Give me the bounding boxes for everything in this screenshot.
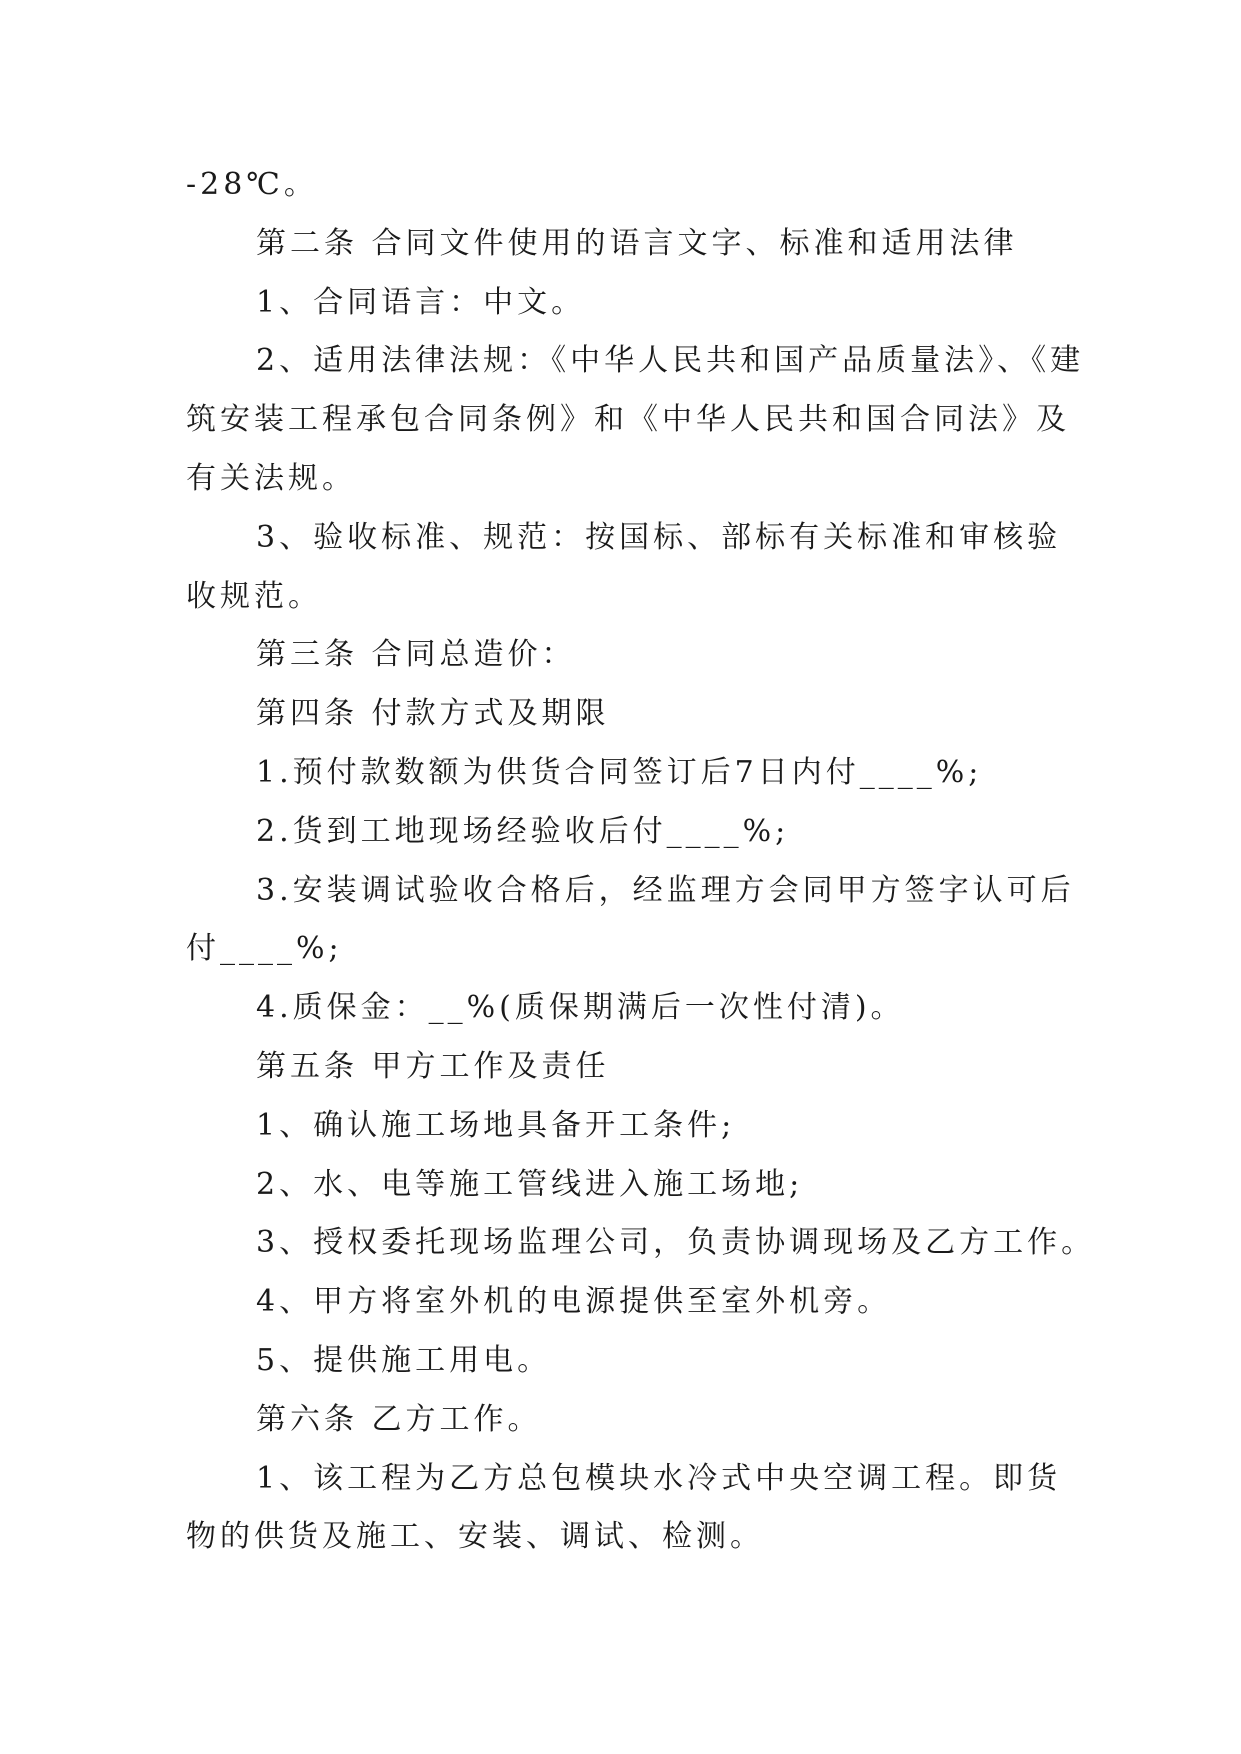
text-line: 筑安装工程承包合同条例》和《中华人民共和国合同法》及 [186, 402, 1070, 438]
text-line: 1.预付款数额为供货合同签订后7日内付____%; [256, 754, 983, 790]
text-line: 付____%; [186, 931, 343, 967]
text-line: 收规范。 [186, 578, 322, 614]
text-line: 2、适用法律法规：《中华人民共和国产品质量法》、《建 [256, 343, 1085, 379]
text-line: 1、该工程为乙方总包模块水冷式中央空调工程。即货 [256, 1460, 1062, 1496]
text-line: 4、甲方将室外机的电源提供至室外机旁。 [256, 1284, 892, 1320]
text-line: 3、授权委托现场监理公司，负责协调现场及乙方工作。 [256, 1225, 1096, 1261]
text-line: 3、验收标准、规范：按国标、部标有关标准和审核验 [256, 519, 1062, 555]
section-heading-article-6: 第六条 乙方工作。 [256, 1401, 542, 1437]
text-line: 3.安装调试验收合格后，经监理方会同甲方签字认可后 [256, 872, 1075, 908]
section-heading-article-2: 第二条 合同文件使用的语言文字、标准和适用法律 [256, 225, 1018, 261]
text-line: 有关法规。 [186, 460, 356, 496]
text-line: 1、确认施工场地具备开工条件; [256, 1107, 736, 1143]
text-line: 1、合同语言：中文。 [256, 284, 586, 320]
text-line: 4.质保金：__%(质保期满后一次性付清)。 [256, 990, 905, 1026]
text-line: 5、提供施工用电。 [256, 1342, 552, 1378]
text-line: 物的供货及施工、安装、调试、检测。 [186, 1519, 764, 1555]
section-heading-article-4: 第四条 付款方式及期限 [256, 696, 610, 732]
text-line: 2、水、电等施工管线进入施工场地; [256, 1166, 804, 1202]
document-body [186, 156, 1096, 1567]
text-line: -28℃。 [186, 167, 318, 202]
text-line: 2.货到工地现场经验收后付____%; [256, 813, 790, 849]
section-heading-article-3: 第三条 合同总造价： [256, 637, 576, 673]
section-heading-article-5: 第五条 甲方工作及责任 [256, 1048, 610, 1084]
